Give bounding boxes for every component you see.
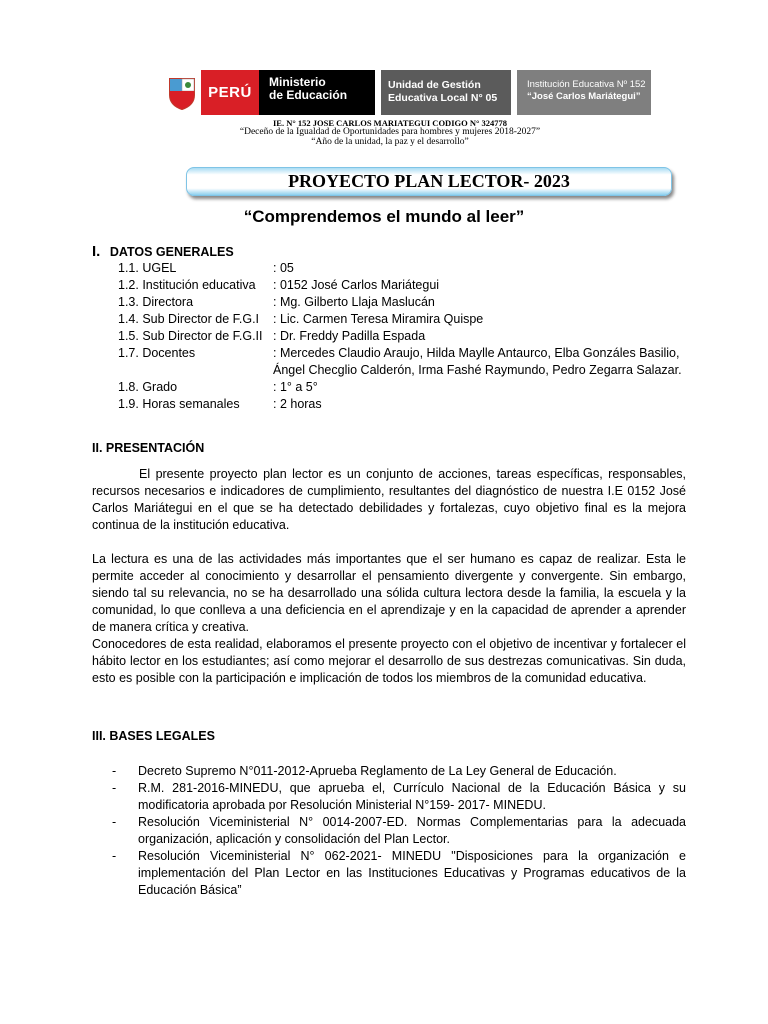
page-subtitle: “Comprendemos el mundo al leer” [243,207,525,226]
data-value: : 1° a 5° [273,380,318,394]
ugel-line2: Educativa Local N° 05 [388,92,498,104]
legal-item-text: Resolución Viceministerial N° 062-2021- MINEDU "Disposiciones para la organización e implementación del Plan Lector en las Instituciones Educativas y Programas educativos de la Educación Básica” [138,849,686,897]
ministerio-line2: de Educación [269,88,348,102]
data-value: Ángel Checglio Calderón, Irma Fashé Raymundo, Pedro Zegarra Salazar. [273,363,682,377]
list-item: - R.M. 281-2016-MINEDU, que aprueba el, Currículo Nacional de la Educación Básica y su modificatoria aprobada por Resolución Ministerial N°159- 2017- MINEDU. [112,781,686,812]
legal-item-text: R.M. 281-2016-MINEDU, que aprueba el, Currículo Nacional de la Educación Básica y su modificatoria aprobada por Resolución Ministerial N°159- 2017- MINEDU. [138,781,686,812]
data-value: : Mg. Gilberto Llaja Maslucán [273,295,435,309]
data-value: : Mercedes Claudio Araujo, Hilda Maylle Antaurco, Elba Gonzáles Basilio, [273,346,680,360]
list-item: - Decreto Supremo N°011-2012-Aprueba Reglamento de La Ley General de Educación. [112,764,617,778]
legal-bases-list [112,763,686,899]
data-key: 1.1. UGEL [118,261,177,275]
institution-line2: “José Carlos Mariátegui” [527,91,641,102]
header-banner [163,70,651,115]
title-banner [186,167,672,196]
data-key: 1.5. Sub Director de F.G.II [118,329,263,343]
data-value: : 2 horas [273,397,322,411]
presentation-paragraph-1: El presente proyecto plan lector es un conjunto de acciones, tareas específicas, responsables, recursos necesarios e indicadores de cumplimiento, resultantes del diagnóstico de nuestra I.E 0152 José Carlos Mariátegui en el que se ha detectado debilidades y fortalezas, cuyo objetivo final es la mejora continua de la institución educativa. [92,467,686,532]
legal-item-text: Resolución Viceministerial N° 0014-2007-ED. Normas Complementarias para la adecuada organización, aplicación y consolidación del Plan Lector. [138,815,686,846]
list-item: - Resolución Viceministerial N° 0014-2007-ED. Normas Complementarias para la adecuada organización, aplicación y consolidación del Plan Lector. [112,815,686,846]
section1-title: DATOS GENERALES [109,245,234,259]
data-key: 1.7. Docentes [118,346,196,360]
data-value: : 05 [273,261,294,275]
section2-heading: II. PRESENTACIÓN [92,441,205,455]
decade-motto: “Deceño de la Igualdad de Oportunidades para hombres y mujeres 2018-2027” [239,127,541,137]
ministerio-line1: Ministerio [269,75,326,89]
data-key: 1.3. Directora [118,295,194,309]
data-value: : 0152 José Carlos Mariátegui [273,278,440,292]
section1-number: I. [92,243,101,260]
data-value: : Dr. Freddy Padilla Espada [273,329,426,343]
data-key: 1.9. Horas semanales [118,397,240,411]
ugel-line1: Unidad de Gestión [388,79,481,91]
institution-label [517,70,651,115]
section1-heading [92,243,234,260]
data-key: 1.8. Grado [118,380,178,394]
peru-label: PERÚ [201,70,259,115]
data-value: : Lic. Carmen Teresa Miramira Quispe [273,312,484,326]
year-motto: “Año de la unidad, la paz y el desarrollo” [311,137,469,147]
data-key: 1.4. Sub Director de F.G.I [118,312,260,326]
ugel-label [381,70,511,115]
school-code-line: IE. N° 152 JOSE CARLOS MARIATEGUI CODIGO N° 324778 [272,118,508,128]
list-item: - Resolución Viceministerial N° 062-2021- MINEDU "Disposiciones para la organización e implementación del Plan Lector en las Instituciones Educativas y Programas educativos de la Educación Básica” [112,849,686,897]
page-title: PROYECTO PLAN LECTOR- 2023 [288,171,570,191]
institution-line1: Institución Educativa Nº 152 [527,79,646,90]
coat-of-arms-icon [163,70,201,115]
legal-item-text: Decreto Supremo N°011-2012-Aprueba Reglamento de La Ley General de Educación. [138,764,617,778]
data-key: 1.2. Institución educativa [118,278,256,292]
section3-heading: III. BASES LEGALES [92,729,215,743]
ministerio-label [259,70,375,115]
presentation-paragraph-3: Conocedores de esta realidad, elaboramos el presente proyecto con el objetivo de incentivar y fortalecer el hábito lector en los estudiantes; así como mejorar el desarrollo de sus destrezas comunicativas. Sin duda, esto es posible con la participación e implicación de todos los miembros de la comunidad educativa. [92,637,686,685]
general-data-list [118,260,698,420]
presentation-paragraph-2: La lectura es una de las actividades más importantes que el ser humano es capaz de realizar. Esta le permite acceder al conocimiento y desarrollar el pensamiento divergente y convergente. Sin embargo, siendo tal su relevancia, no se ha desarrollado una sólida cultura lectora desde la familia, la escuela y la comunidad, lo que conlleva a una deficiencia en el aprendizaje y en la capacidad de aprender a aprender de manera crítica y creativa. [92,552,686,634]
